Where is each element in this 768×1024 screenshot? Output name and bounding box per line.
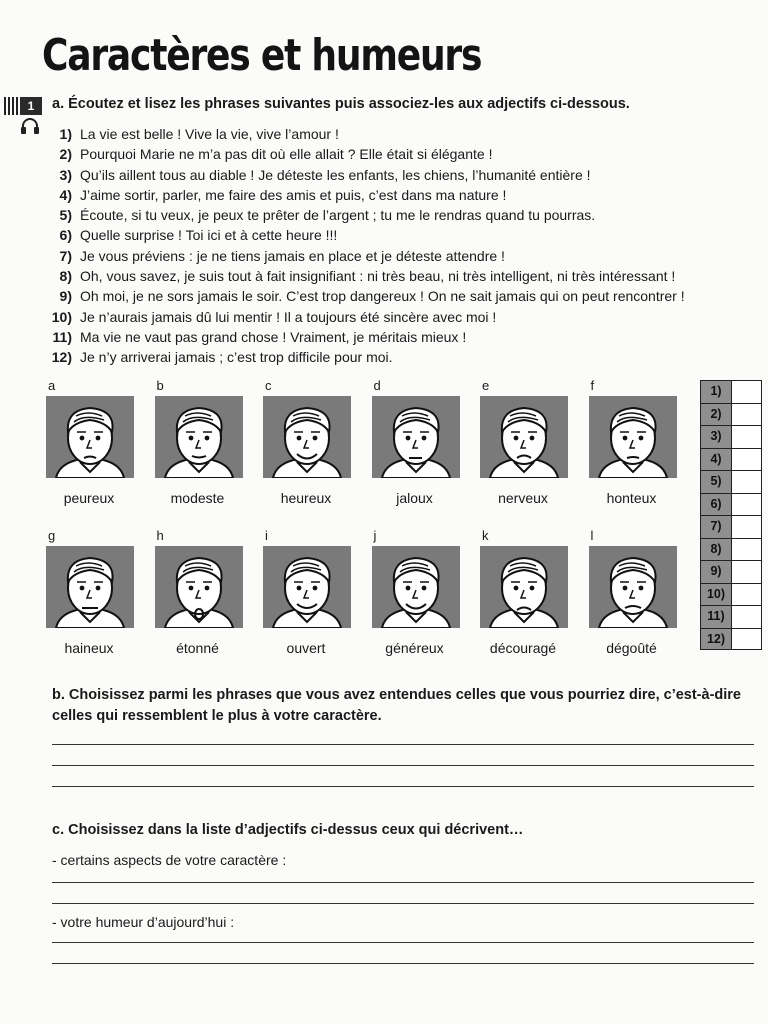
prompt-character: - certains aspects de votre caractère : — [52, 852, 287, 868]
sentence-text: Je vous préviens : je ne tiens jamais en place et je déteste attendre ! — [80, 247, 505, 264]
sentence-text: La vie est belle ! Vive la vie, vive l’amour ! — [80, 126, 339, 142]
face-adjective: modeste — [170, 490, 225, 506]
sentence-item — [44, 146, 744, 166]
answer-box[interactable] — [732, 471, 761, 493]
sentence-number: 8) — [59, 268, 72, 285]
face-adjective: peureux — [63, 490, 115, 506]
answer-number: 3) — [701, 426, 732, 448]
sentence-number: 11) — [52, 328, 72, 345]
face-letter: h — [156, 528, 164, 543]
face-illustration-icon — [263, 546, 351, 628]
face-adjective: heureux — [280, 490, 332, 506]
part-c-instruction: c. Choisissez dans la liste d’adjectifs ci-dessus ceux qui décrivent… — [52, 822, 524, 838]
face-illustration-icon — [480, 396, 568, 478]
face-letter: d — [373, 378, 381, 393]
sentence-item — [44, 268, 744, 288]
face-adjective: jaloux — [396, 490, 433, 506]
answer-box[interactable] — [732, 516, 761, 538]
answer-number: 7) — [701, 516, 732, 538]
answer-line[interactable] — [52, 786, 754, 787]
sentence-item — [44, 167, 744, 187]
sentence-number: 9) — [59, 288, 72, 305]
sentence-item — [44, 329, 744, 349]
sentence-text: Je n’aurais jamais dû lui mentir ! Il a toujours été sincère avec moi ! — [80, 308, 497, 325]
answer-row — [700, 470, 762, 493]
sentence-number: 4) — [59, 186, 72, 203]
page-title: Caractères et humeurs — [42, 30, 482, 81]
answer-line[interactable] — [52, 765, 754, 766]
sentence-text: Qu’ils aillent tous au diable ! Je déteste les enfants, les chiens, l’humanité entière ! — [80, 166, 591, 183]
answer-row — [700, 380, 762, 403]
face-adjective: nerveux — [498, 490, 548, 506]
answer-row — [700, 538, 762, 561]
answer-row — [700, 425, 762, 448]
answer-line[interactable] — [52, 963, 754, 964]
answer-number: 8) — [701, 539, 732, 561]
face-letter: g — [48, 528, 56, 543]
sentence-text: Oh moi, je ne sors jamais le soir. C’est trop dangereux ! On ne sait jamais qui on peut rencontrer ! — [80, 288, 685, 305]
sentence-item — [44, 248, 744, 268]
face-letter: a — [48, 378, 56, 393]
face-adjective: généreux — [385, 640, 444, 656]
exercise-badge — [4, 97, 44, 115]
answer-number: 9) — [701, 561, 732, 583]
sentence-text: Oh, vous savez, je suis tout à fait insignifiant : ni très beau, ni très intelligent, ni très intéressant ! — [80, 268, 676, 285]
headphones-icon — [20, 117, 40, 135]
face-adjective: ouvert — [286, 640, 326, 656]
face-illustration-icon — [155, 546, 243, 628]
face-letter: i — [265, 528, 268, 543]
answer-box[interactable] — [732, 381, 761, 403]
answer-line[interactable] — [52, 744, 754, 745]
sentence-number: 6) — [59, 227, 72, 244]
sentence-text: Je n’y arriverai jamais ; c’est trop difficile pour moi. — [80, 349, 393, 366]
face-adjective: honteux — [606, 490, 657, 506]
answer-row — [700, 628, 762, 651]
answer-number: 11) — [701, 606, 732, 628]
sentence-text: Écoute, si tu veux, je peux te prêter de l’argent ; tu me le rendras quand tu pourras. — [80, 207, 596, 224]
answer-box[interactable] — [732, 606, 761, 628]
face-adjective: découragé — [489, 640, 557, 656]
answer-number: 5) — [701, 471, 732, 493]
face-illustration-icon — [155, 396, 243, 478]
sentence-text: J’aime sortir, parler, me faire des amis et puis, c’est dans ma nature ! — [80, 186, 507, 203]
answer-number: 6) — [701, 494, 732, 516]
answer-line[interactable] — [52, 903, 754, 904]
face-letter: b — [156, 378, 164, 393]
answer-box[interactable] — [732, 539, 761, 561]
exercise-badge-bars — [4, 97, 18, 115]
sentence-item — [44, 126, 744, 146]
face-adjective: dégoûté — [606, 640, 657, 656]
sentence-number: 12) — [51, 349, 72, 366]
sentence-number: 3) — [59, 166, 72, 183]
answer-number: 10) — [701, 584, 732, 606]
sentence-item — [44, 309, 744, 329]
sentence-item — [44, 227, 744, 247]
answer-box[interactable] — [732, 449, 761, 471]
answer-row — [700, 515, 762, 538]
answer-box[interactable] — [732, 584, 761, 606]
answer-number: 4) — [701, 449, 732, 471]
faces-grid — [44, 378, 694, 663]
sentence-number: 7) — [59, 247, 72, 264]
sentence-text: Quelle surprise ! Toi ici et à cette heure !!! — [80, 227, 338, 244]
answer-number: 1) — [701, 381, 732, 403]
face-letter: f — [590, 378, 595, 393]
answer-row — [700, 448, 762, 471]
sentence-item — [44, 349, 744, 369]
sentence-number: 2) — [59, 146, 72, 163]
sentence-item — [44, 207, 744, 227]
answer-box[interactable] — [732, 494, 761, 516]
face-illustration-icon — [46, 396, 134, 478]
face-letter: e — [482, 378, 490, 393]
answer-box[interactable] — [732, 629, 761, 650]
face-illustration-icon — [372, 546, 460, 628]
face-illustration-icon — [480, 546, 568, 628]
exercise-number: 1 — [20, 97, 42, 115]
face-illustration-icon — [46, 546, 134, 628]
answer-row — [700, 493, 762, 516]
answer-row — [700, 560, 762, 583]
answer-line[interactable] — [52, 882, 754, 883]
face-illustration-icon — [589, 396, 677, 478]
sentence-item — [44, 288, 744, 308]
answer-number: 12) — [701, 629, 732, 650]
face-illustration-icon — [372, 396, 460, 478]
sentence-item — [44, 187, 744, 207]
face-letter: c — [265, 378, 272, 393]
face-adjective: étonné — [176, 640, 219, 656]
face-letter: j — [373, 528, 377, 543]
face-illustration-icon — [263, 396, 351, 478]
face-illustration-icon — [589, 546, 677, 628]
face-letter: k — [482, 528, 489, 543]
sentence-text: Pourquoi Marie ne m’a pas dit où elle allait ? Elle était si élégante ! — [80, 146, 493, 163]
answer-box[interactable] — [732, 561, 761, 583]
answer-line[interactable] — [52, 942, 754, 943]
answer-box[interactable] — [732, 426, 761, 448]
answer-row — [700, 583, 762, 606]
answer-grid — [700, 380, 762, 650]
answer-row — [700, 403, 762, 426]
face-adjective: haineux — [64, 640, 114, 656]
answer-number: 2) — [701, 404, 732, 426]
sentence-number: 10) — [51, 308, 72, 325]
answer-box[interactable] — [732, 404, 761, 426]
face-letter: l — [590, 528, 594, 543]
sentence-number: 5) — [59, 207, 72, 224]
sentence-number: 1) — [59, 126, 72, 142]
part-a-instruction: a. Écoutez et lisez les phrases suivantes puis associez-les aux adjectifs ci-dessous. — [52, 96, 630, 112]
sentence-text: Ma vie ne vaut pas grand chose ! Vraiment, je méritais mieux ! — [80, 328, 467, 345]
sentence-list — [44, 126, 744, 370]
answer-row — [700, 605, 762, 628]
part-b-instruction: b. Choisissez parmi les phrases que vous avez entendues celles que vous pourriez dire, c’est-à-dire celles qui ressemblent le plus à votre caractère. — [52, 687, 741, 724]
prompt-mood: - votre humeur d’aujourd’hui : — [52, 914, 235, 930]
